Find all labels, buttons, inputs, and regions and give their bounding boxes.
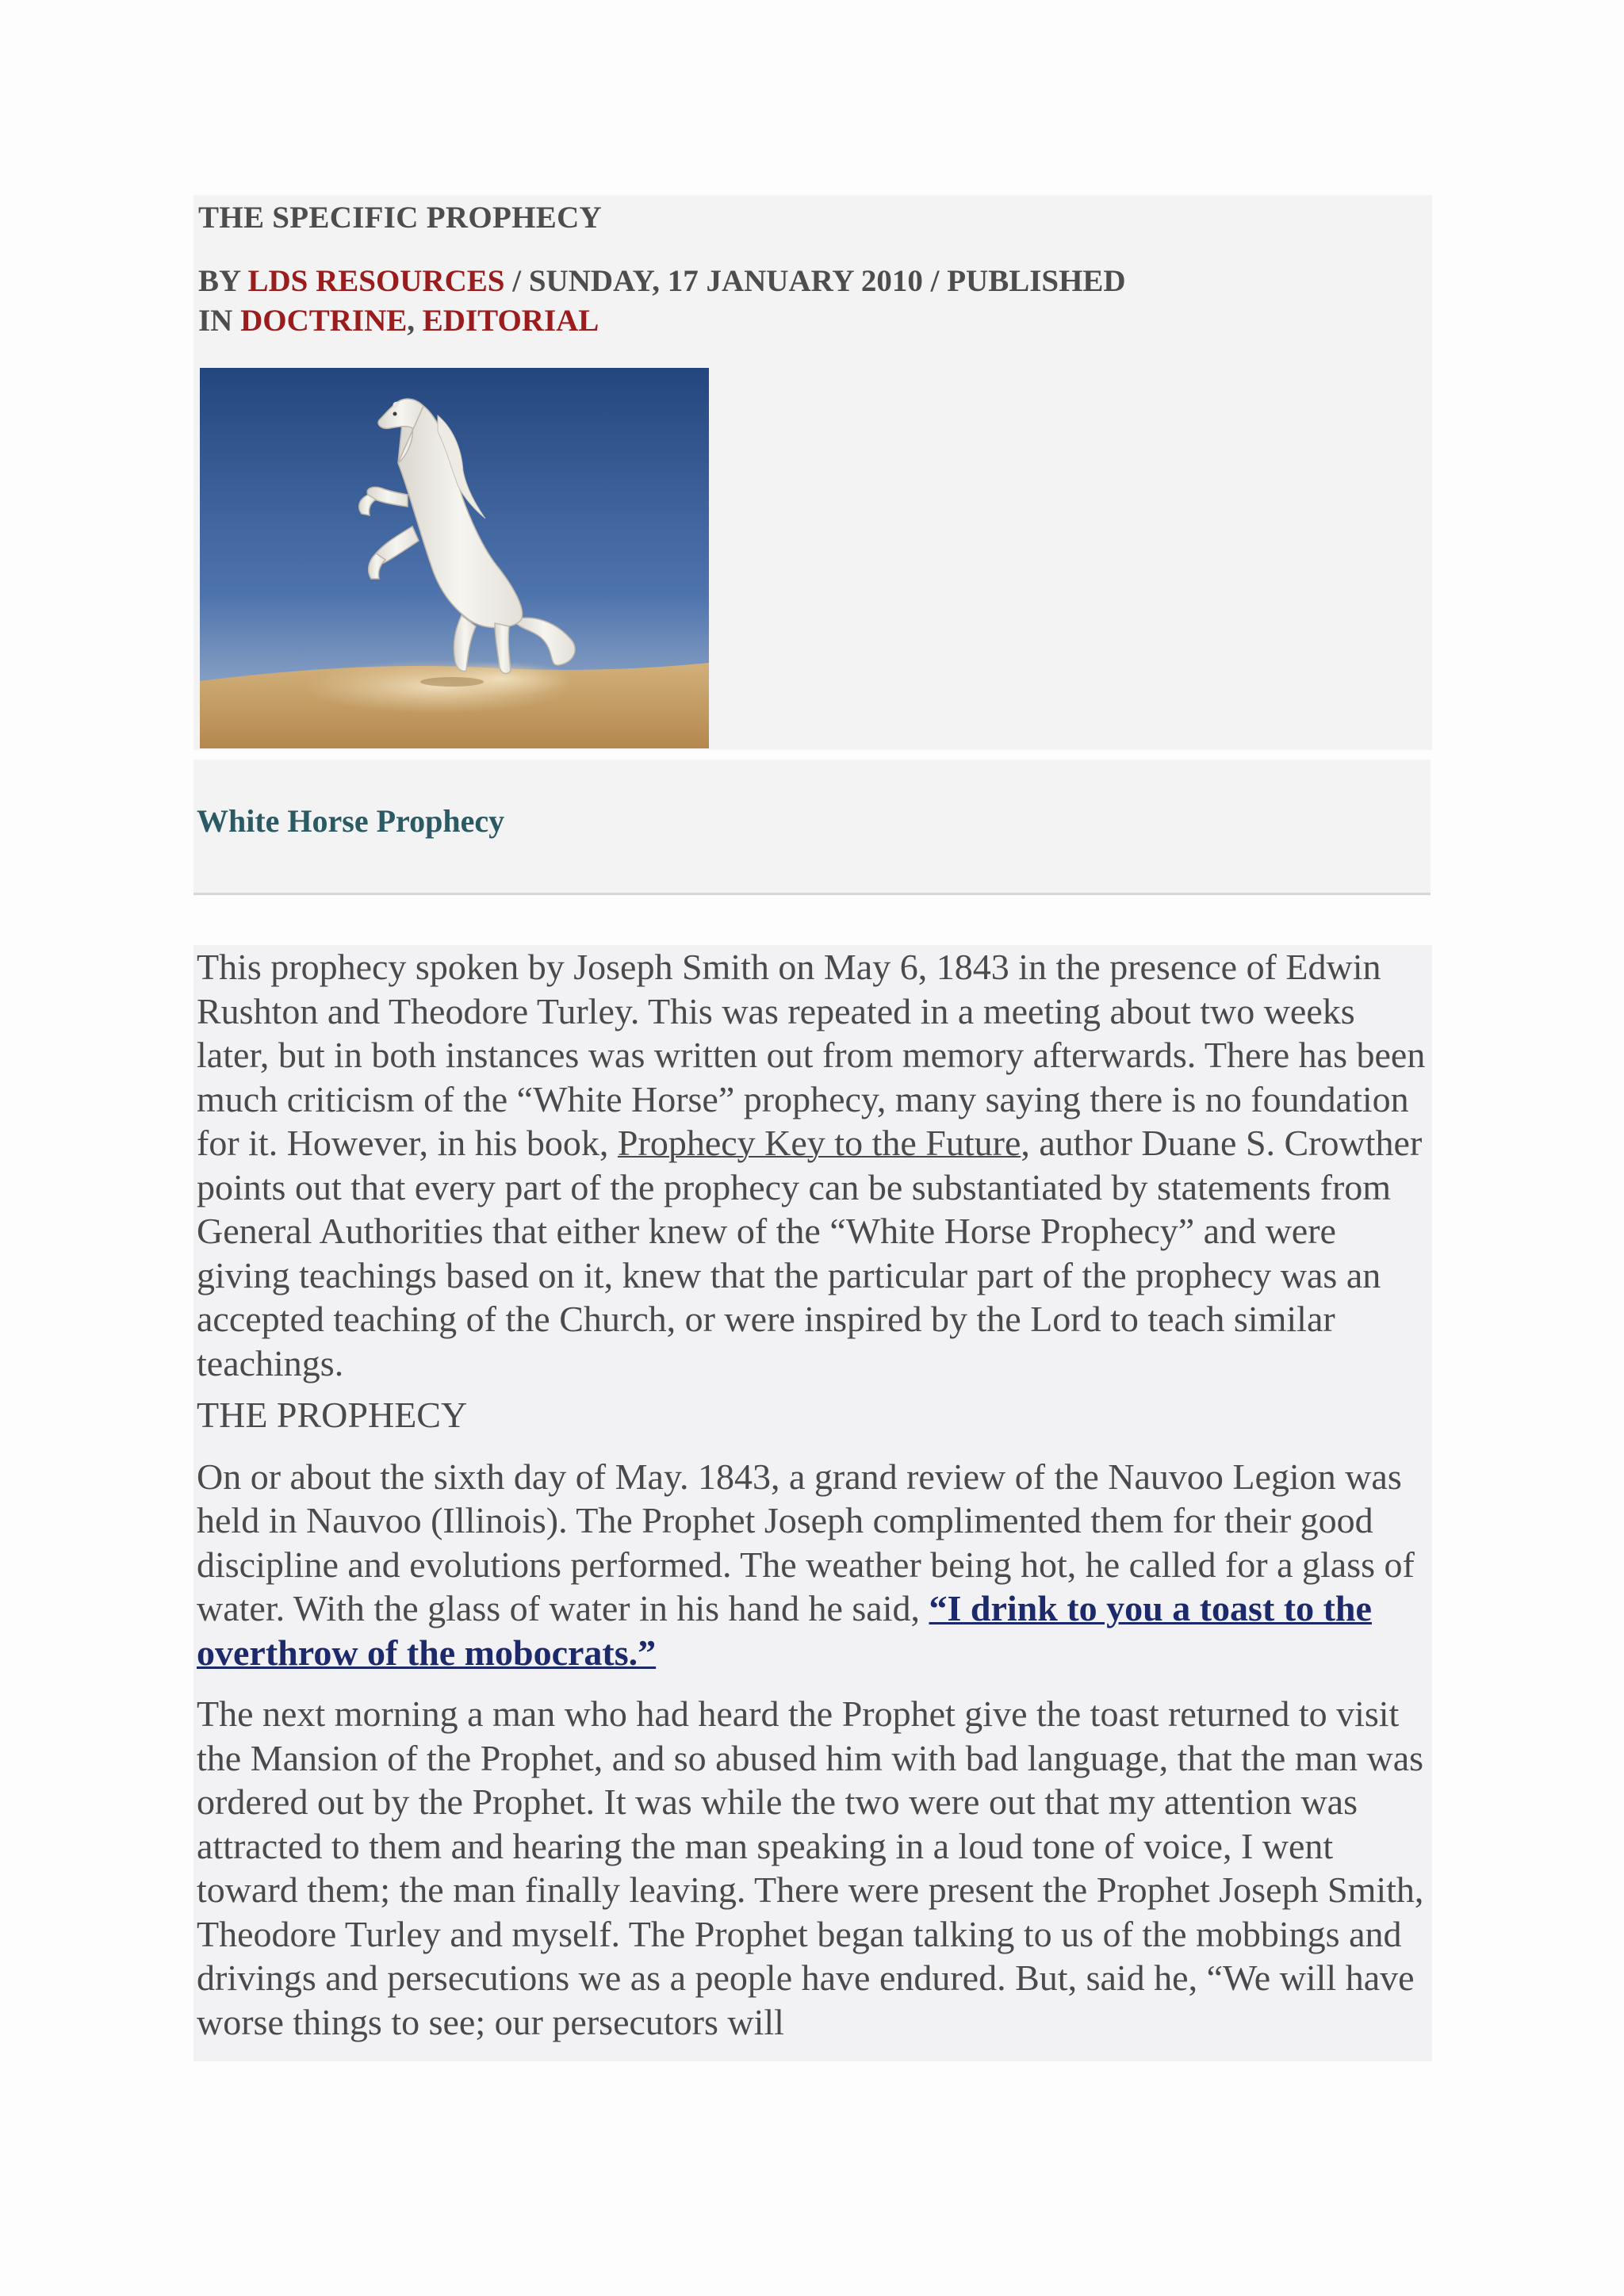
- image-caption-block: [193, 760, 1431, 895]
- paragraph-review: [193, 1455, 1432, 1675]
- in-prefix: IN: [198, 304, 241, 338]
- category-separator: ,: [407, 304, 423, 338]
- post-header: [193, 195, 1432, 750]
- paragraph-intro: [193, 945, 1432, 1385]
- article-body: [193, 945, 1432, 2061]
- intro-text-start: This prophecy spoken by Joseph Smith on May 6, 1843 in the presence of Edwin Rushton and Theodore Turley. This was repeated in a meeting about two weeks later, but in both instances was written out from memory afterwards. There has been much criticism of the “White Horse” prophecy, many saying there is no foundation for it. However, in his book,: [197, 947, 1426, 1163]
- review-text: On or about the sixth day of May. 1843, a grand review of the Nauvoo Legion was held in Nauvoo (Illinois). The Prophet Joseph complimented them for their good discipline and evolutions performed. The weather being hot, he called for a glass of water. With the glass of water in his hand he said,: [197, 1456, 1415, 1628]
- category-link-editorial[interactable]: EDITORIAL: [422, 304, 599, 338]
- image-caption: White Horse Prophecy: [197, 803, 505, 839]
- post-meta: [198, 262, 1229, 341]
- section-heading: THE PROPHECY: [197, 1395, 468, 1435]
- author-link[interactable]: LDS RESOURCES: [247, 264, 505, 298]
- intro-text-end: , author Duane S. Crowther points out that every part of the prophecy can be substantiated by statements from General Authorities that either knew of the “White Horse Prophecy” and were giving teachings based on it, knew that the particular part of the prophecy was an accepted teaching of the Church, or were inspired by the Lord to teach similar teachings.: [197, 1123, 1423, 1383]
- post-date: / SUNDAY, 17 JANUARY 2010 / PUBLISHED: [504, 264, 1126, 298]
- toast-quote-link[interactable]: “I drink to you a toast to the overthrow of the mobocrats.”: [197, 1588, 1372, 1673]
- by-prefix: BY: [198, 264, 248, 298]
- paragraph-next-morning: The next morning a man who had heard the Prophet give the toast returned to visit the Mansion of the Prophet, and so abused him with bad language, that the man was ordered out by the Prophet. It was while the two were out that my attention was attracted to them and hearing the man speaking in a loud tone of voice, I went toward them; the man finally leaving. There were present the Prophet Joseph Smith, Theodore Turley and myself. The Prophet began talking to us of the mobbings and drivings and persecutions we as a people have endured. But, said he, “We will have worse things to see; our persecutors will: [197, 1693, 1424, 2042]
- white-horse-image: [200, 368, 709, 748]
- post-title: THE SPECIFIC PROPHECY: [198, 201, 603, 235]
- category-link-doctrine[interactable]: DOCTRINE: [240, 304, 408, 338]
- book-link-prophecy-key[interactable]: Prophecy Key to the Future: [617, 1123, 1021, 1163]
